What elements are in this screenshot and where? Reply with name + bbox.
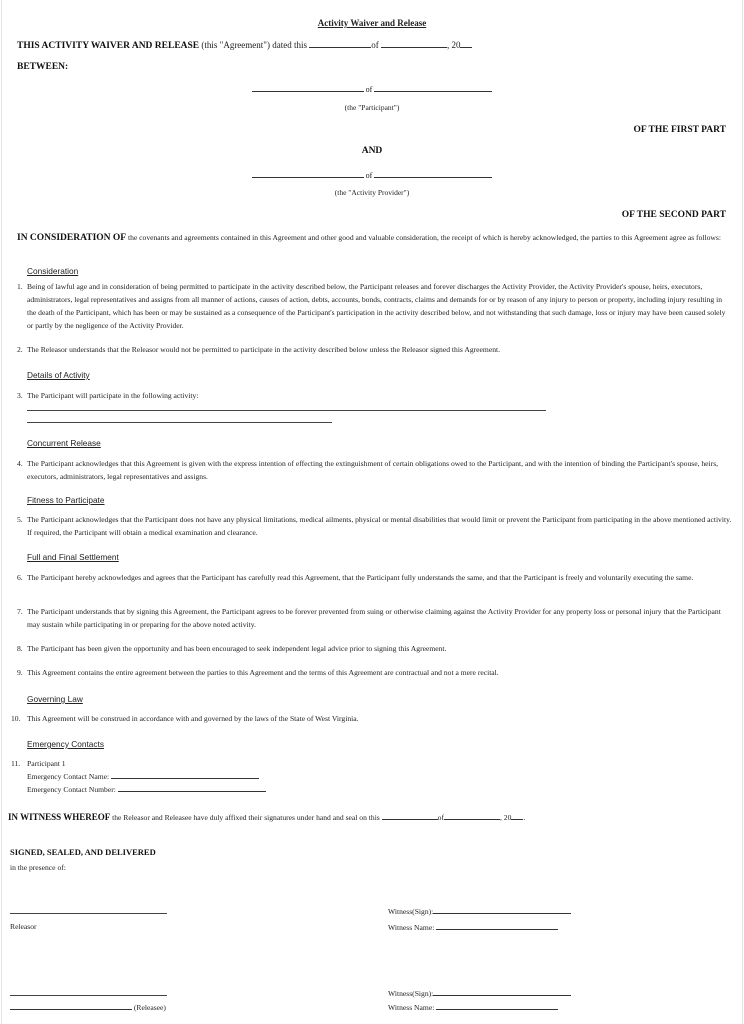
releasee-signature-line[interactable] (10, 995, 167, 996)
releasee-line: (Releasee) (10, 1001, 166, 1014)
month-field[interactable] (381, 39, 447, 48)
first-part-label: OF THE FIRST PART (633, 125, 726, 135)
emergency-contact-number-field[interactable] (118, 783, 266, 792)
section-governing-law: Governing Law (27, 694, 83, 704)
section-details: Details of Activity (27, 370, 90, 380)
clause-3: 3. The Participant will participate in the following activity: (17, 391, 199, 400)
witness-paragraph: IN WITNESS WHEREOF the Releasor and Releasee have duly affixed their signatures under hand and seal on this of , 20 . (8, 812, 526, 822)
releasor-label: Releasor (10, 922, 37, 931)
presence-label: in the presence of: (10, 863, 66, 872)
section-settlement: Full and Final Settlement (27, 552, 119, 562)
witness-2-name: Witness Name: (388, 1001, 558, 1014)
document-title: Activity Waiver and Release (317, 18, 427, 28)
releasor-signature-line[interactable] (10, 913, 167, 914)
witness-1-name: Witness Name: (388, 921, 558, 934)
activity-field-line-2[interactable] (27, 422, 332, 423)
clause-8: 8. The Participant has been given the opportunity and has been encouraged to seek independent legal advice prior to signing this Agreement. (17, 644, 447, 653)
releasee-name-field[interactable] (10, 1001, 132, 1010)
participant-line: of (0, 83, 744, 96)
signed-heading: SIGNED, SEALED, AND DELIVERED (10, 847, 156, 857)
and-label: AND (361, 146, 383, 156)
section-concurrent: Concurrent Release (27, 438, 101, 448)
section-consideration: Consideration (27, 266, 79, 276)
clause-4: 4. The Participant acknowledges that this Agreement is given with the express intention of effecting the extinguishment of certain obligations owed to the Participant, and with the intention of binding the Participant's spouse, heirs, executors, administrators, legal representatives and assigns. (17, 459, 719, 481)
witness-2-sign: Witness(Sign): (388, 987, 571, 1000)
provider-line: of (0, 169, 744, 182)
second-part-label: OF THE SECOND PART (621, 210, 726, 220)
between-heading: BETWEEN: (17, 62, 69, 72)
participant-label: (the "Participant") (344, 103, 400, 112)
section-emergency: Emergency Contacts (27, 739, 105, 749)
clause-5: 5. The Participant acknowledges that the Participant does not have any physical limitations, medical ailments, physical or mental disabilities that would limit or prevent the Participant from participating in the above mentioned activity. If required, the Participant will obtain a medical examination and clearance. (17, 515, 732, 537)
section-fitness: Fitness to Participate (27, 495, 105, 505)
activity-field-line-1[interactable] (27, 410, 546, 411)
witness-1-name-field[interactable] (436, 921, 558, 930)
witness-month-field[interactable] (444, 811, 500, 820)
clause-2: 2. The Releasor understands that the Releasor would not be permitted to participate in the activity described below unless the Releasor signed this Agreement. (17, 345, 500, 354)
witness-2-sign-field[interactable] (433, 987, 571, 996)
agreement-intro: THIS ACTIVITY WAIVER AND RELEASE (this "Agreement") dated this of , 20 (17, 39, 472, 52)
clause-9: 9. This Agreement contains the entire agreement between the parties to this Agreement and the terms of this Agreement are contractual and not a mere recital. (17, 668, 499, 677)
clause-10: 10. This Agreement will be construed in accordance with and governed by the laws of the State of West Virginia. (11, 714, 359, 723)
participant-address-field[interactable] (374, 83, 492, 92)
provider-address-field[interactable] (374, 169, 492, 178)
witness-1-sign-field[interactable] (433, 905, 571, 914)
clause-7: 7. The Participant understands that by signing this Agreement, the Participant agrees to be forever prevented from suing or otherwise claiming against the Activity Provider for any property loss or personal injury that the Participant may sustain while participating in or preparing for the above noted activity. (17, 607, 721, 629)
year-field[interactable] (460, 39, 472, 48)
clause-1: 1. Being of lawful age and in consideration of being permitted to participate in the activity described below, the Participant releases and forever discharges the Activity Provider, the Activity Provider's spouse, heirs, executors, administrators, legal representatives and assigns from all manner of actions, causes of action, debts, accounts, bonds, contracts, claims and demands for or by reason of any injury to person or property, including injury resulting in the death of the Participant, which has been or may be sustained as a consequence of the Participant's participation in the activity described below, and not withstanding that such damage, loss or injury may have been caused solely or partly by the negligence of the Activity Provider. (17, 282, 726, 330)
emergency-contact-name-field[interactable] (111, 770, 259, 779)
day-field[interactable] (309, 39, 371, 48)
witness-1-sign: Witness(Sign): (388, 905, 571, 918)
participant-name-field[interactable] (252, 83, 364, 92)
witness-day-field[interactable] (382, 811, 438, 820)
provider-label: (the "Activity Provider") (334, 188, 410, 197)
witness-year-field[interactable] (511, 811, 523, 820)
clause-6: 6. The Participant hereby acknowledges and agrees that the Participant has carefully read this Agreement, that the Participant fully understands the same, and that the Participant is freely and voluntarily executing the same. (17, 573, 694, 582)
consideration-paragraph: IN CONSIDERATION OF the covenants and agreements contained in this Agreement and other good and valuable consideration, the receipt of which is hereby acknowledged, the parties to this Agreement agree as follows: (17, 233, 721, 243)
witness-2-name-field[interactable] (436, 1001, 558, 1010)
clause-11: 11. Participant 1 Emergency Contact Name: Emergency Contact Number: (11, 758, 727, 796)
provider-name-field[interactable] (252, 169, 364, 178)
